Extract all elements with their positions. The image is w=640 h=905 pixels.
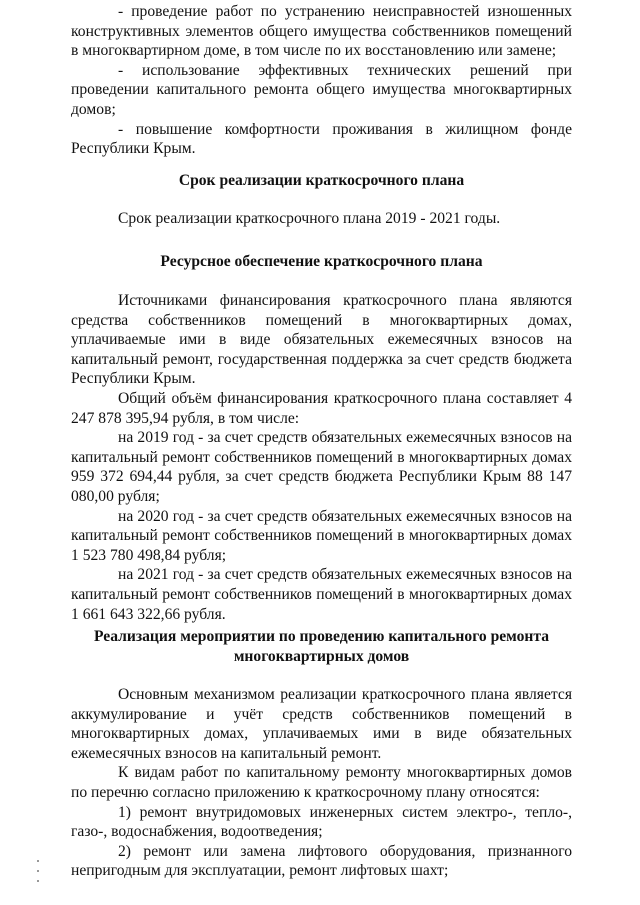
resources-paragraph-2021: на 2021 год - за счет средств обязательных ежемесячных взносов на капитальный ремонт собственников помещений в многоквартирных домах 1 661 643 322,66 рубля. (71, 566, 572, 623)
resources-paragraph-sources: Источниками финансирования краткосрочного плана являются средства собственников помещений в многоквартирных домах, уплачиваемые ими в виде обязательных ежемесячных взносов на капитальный ремонт, государственная поддержка за счет средств бюджета Республики Крым. (71, 292, 572, 388)
intro-item: - использование эффективных технических решений при проведении капитального ремонта общего имущества многоквартирных домов; (71, 61, 572, 118)
implementation-section (71, 685, 572, 881)
intro-item: - повышение комфортности проживания в жилищном фонде Республики Крым. (71, 120, 572, 158)
heading-implementation (71, 627, 572, 666)
scan-dot (37, 860, 39, 862)
resources-paragraph-2020: на 2020 год - за счет средств обязательных ежемесячных взносов на капитальный ремонт собственников помещений в многоквартирных домах 1 523 780 498,84 рубля; (71, 507, 572, 564)
implementation-item-1: 1) ремонт внутридомовых инженерных систем электро-, тепло-, газо-, водоснабжения, водоотведения; (71, 803, 572, 841)
implementation-paragraph-works: К видам работ по капитальному ремонту многоквартирных домов по перечню согласно приложению к краткосрочному плану относятся: (71, 764, 572, 801)
term-paragraph: Срок реализации краткосрочного плана 2019 - 2021 годы. (118, 210, 501, 227)
heading-resources: Ресурсное обеспечение краткосрочного плана (160, 253, 483, 270)
implementation-item-2: 2) ремонт или замена лифтового оборудования, признанного непригодным для эксплуатации, ремонт лифтовых шахт; (71, 842, 572, 880)
implementation-paragraph-mechanism: Основным механизмом реализации краткосрочного плана является аккумулирование и учёт средств собственников помещений в многоквартирных домах, уплачиваемых ими в виде обязательных ежемесячных взносов на капитальный ремонт. (71, 686, 572, 762)
heading-implementation-line2: многоквартирных домов (233, 647, 410, 665)
resources-section (71, 291, 572, 624)
intro-list (71, 2, 572, 159)
resources-paragraph-2019: на 2019 год - за счет средств обязательных ежемесячных взносов на капитальный ремонт собственников помещений в многоквартирных домах 959 372 694,44 рубля, за счет средств бюджета Республики Крым 88 147 080,00 рубля; (71, 429, 572, 505)
scan-margin-marks (34, 852, 44, 892)
scan-dot (37, 870, 39, 872)
heading-implementation-line1: Реализация мероприятии по проведению капитального ремонта (93, 628, 550, 645)
scan-dot (37, 880, 39, 882)
intro-item: - проведение работ по устранению неисправностей изношенных конструктивных элементов общего имущества собственников помещений в многоквартирном доме, в том числе по их восстановлению или замене; (71, 3, 572, 60)
heading-term: Срок реализации краткосрочного плана (178, 172, 465, 189)
resources-paragraph-total: Общий объём финансирования краткосрочного плана составляет 4 247 878 395,94 рубля, в том числе: (71, 389, 572, 427)
